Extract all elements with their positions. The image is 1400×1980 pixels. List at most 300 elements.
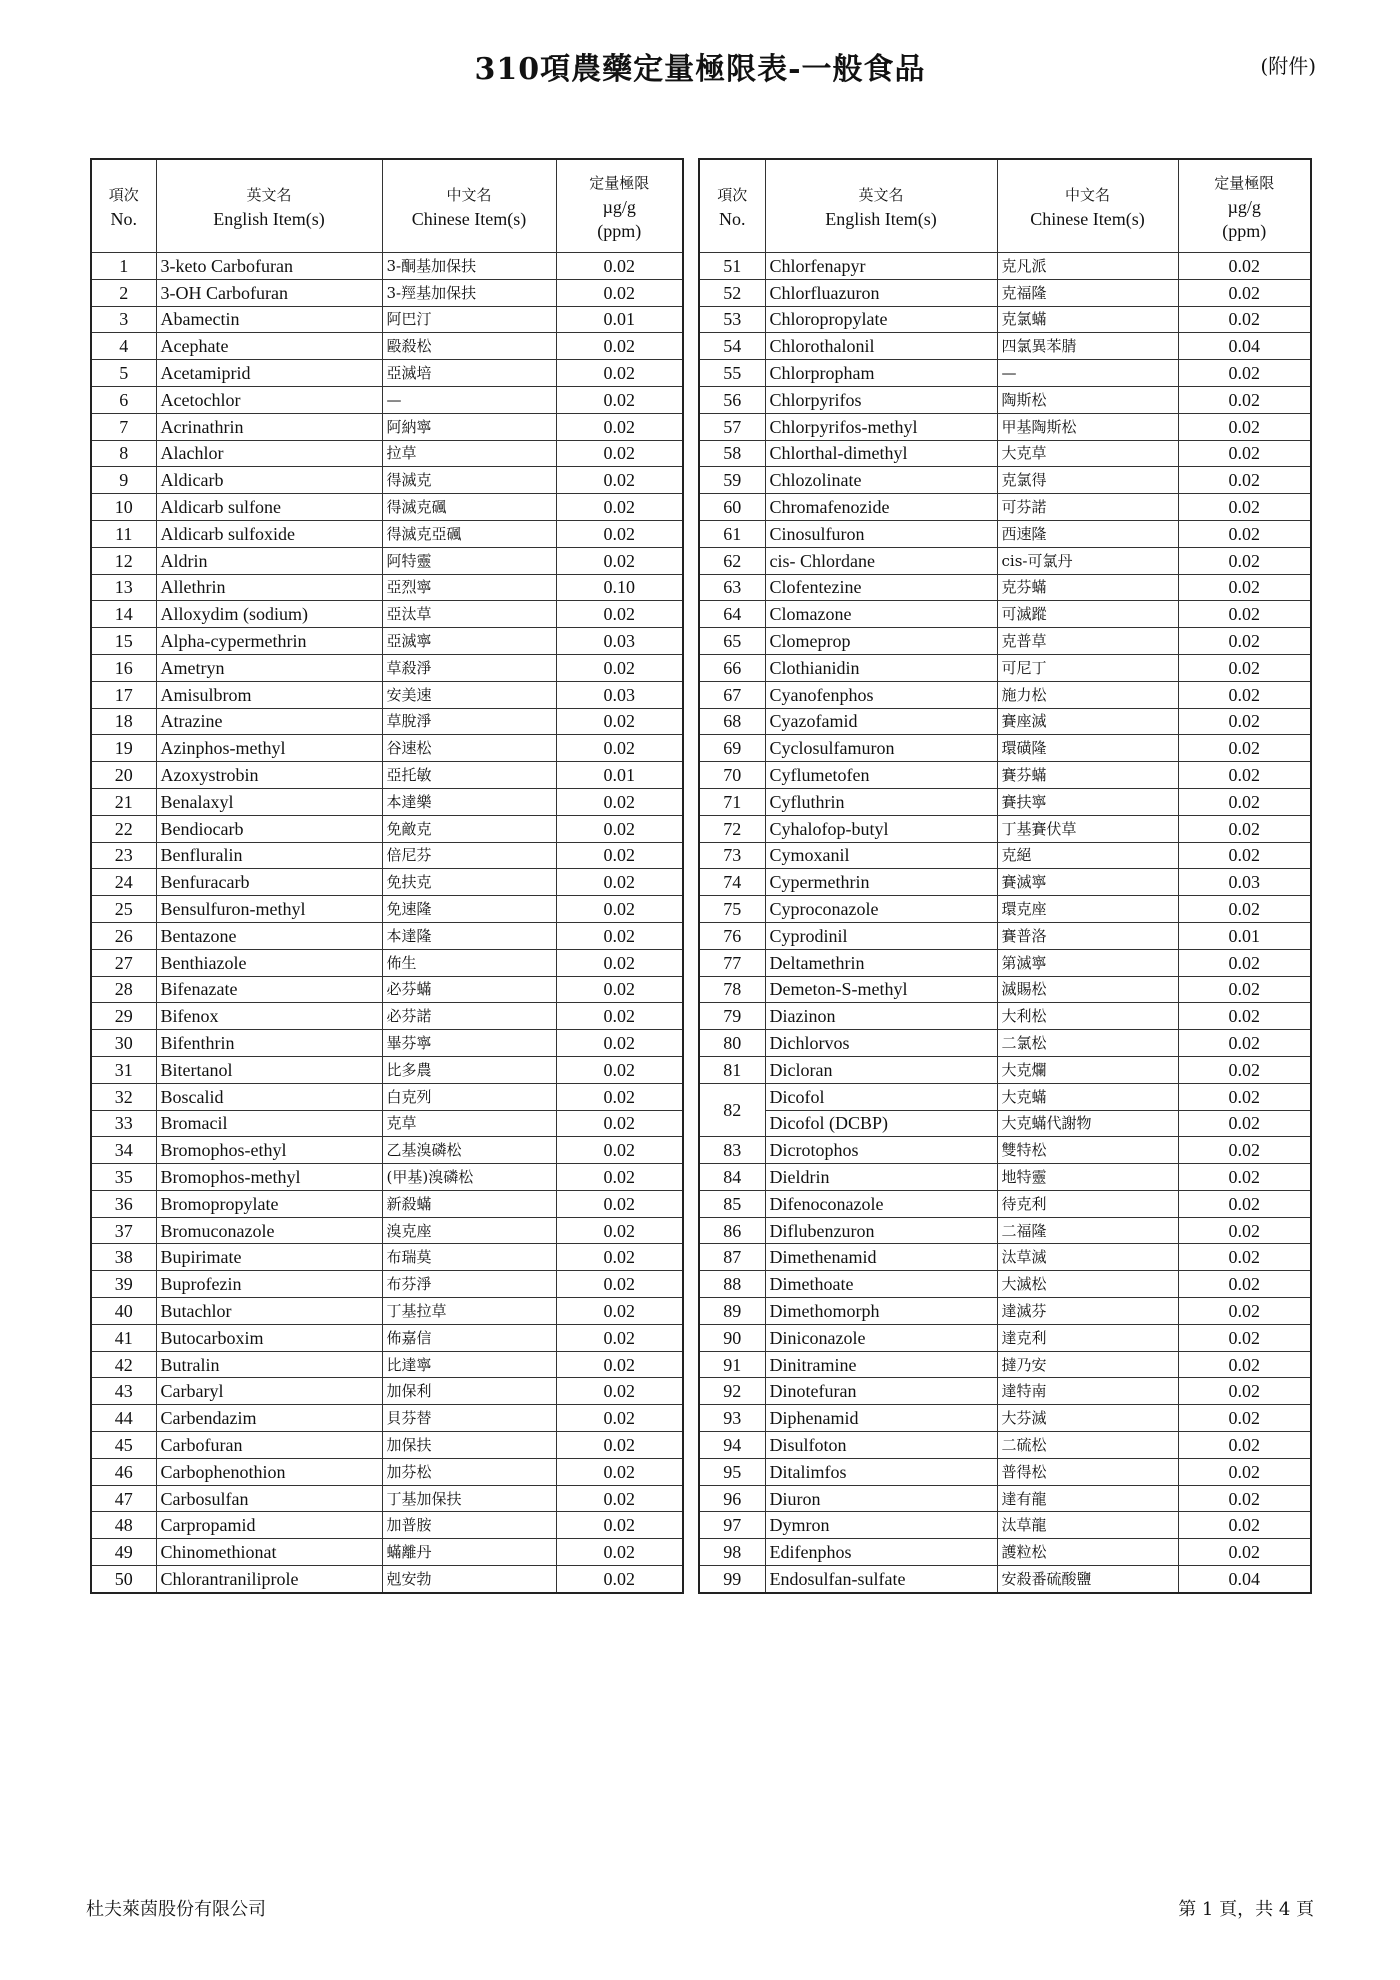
table-body-left [91, 253, 683, 1593]
cell-loq: 0.02 [556, 1056, 683, 1083]
cell-loq: 0.02 [556, 413, 683, 440]
cell-chinese-name: 達克利 [997, 1324, 1178, 1351]
cell-no: 87 [699, 1244, 765, 1271]
table-row [91, 440, 683, 467]
header-loq-zh: 定量極限 [1214, 173, 1275, 192]
table-row [699, 601, 1311, 628]
cell-loq: 0.02 [1178, 896, 1311, 923]
cell-no: 1 [91, 253, 156, 280]
cell-loq: 0.02 [1178, 1271, 1311, 1298]
cell-no: 34 [91, 1137, 156, 1164]
cell-loq: 0.02 [556, 494, 683, 521]
cell-english-name: cis- Chlordane [765, 547, 997, 574]
cell-english-name: Ametryn [156, 654, 382, 681]
cell-loq: 0.02 [556, 1110, 683, 1137]
table-row [91, 574, 683, 601]
cell-chinese-name: 第滅寧 [997, 949, 1178, 976]
page-title: 310項農藥定量極限表-一般食品 [474, 52, 926, 87]
cell-no: 44 [91, 1405, 156, 1432]
cell-loq: 0.02 [1178, 1030, 1311, 1057]
cell-english-name: Diflubenzuron [765, 1217, 997, 1244]
cell-english-name: Cinosulfuron [765, 520, 997, 547]
cell-chinese-name: 加芬松 [382, 1458, 556, 1485]
table-row [699, 762, 1311, 789]
cell-chinese-name: 達滅芬 [997, 1298, 1178, 1325]
cell-no: 50 [91, 1566, 156, 1593]
cell-chinese-name: 大克爛 [997, 1056, 1178, 1083]
cell-loq: 0.02 [556, 1298, 683, 1325]
cell-chinese-name: 賽座滅 [997, 708, 1178, 735]
cell-no: 7 [91, 413, 156, 440]
cell-english-name: Cyflumetofen [765, 762, 997, 789]
cell-loq: 0.02 [556, 1217, 683, 1244]
cell-no: 97 [699, 1512, 765, 1539]
cell-loq: 0.02 [556, 1030, 683, 1057]
cell-chinese-name: 阿特靈 [382, 547, 556, 574]
cell-loq: 0.02 [556, 1003, 683, 1030]
cell-loq: 0.02 [1178, 1485, 1311, 1512]
cell-no: 11 [91, 520, 156, 547]
cell-no: 67 [699, 681, 765, 708]
cell-english-name: Aldicarb sulfoxide [156, 520, 382, 547]
table-row [699, 788, 1311, 815]
cell-chinese-name: 賽芬蟎 [997, 762, 1178, 789]
cell-chinese-name: 乙基溴磷松 [382, 1137, 556, 1164]
cell-chinese-name: 新殺蟎 [382, 1190, 556, 1217]
cell-english-name: Bromophos-ethyl [156, 1137, 382, 1164]
cell-english-name: Bifenazate [156, 976, 382, 1003]
cell-english-name: Alloxydim (sodium) [156, 601, 382, 628]
cell-loq: 0.02 [556, 1083, 683, 1110]
table-row [91, 253, 683, 280]
cell-english-name: Ditalimfos [765, 1458, 997, 1485]
cell-loq: 0.02 [1178, 1244, 1311, 1271]
cell-loq: 0.02 [1178, 1083, 1311, 1110]
cell-no: 49 [91, 1539, 156, 1566]
table-row [91, 869, 683, 896]
table-row [91, 762, 683, 789]
cell-no: 40 [91, 1298, 156, 1325]
cell-loq: 0.02 [1178, 547, 1311, 574]
cell-no: 91 [699, 1351, 765, 1378]
cell-loq: 0.02 [1178, 1298, 1311, 1325]
table-row [699, 815, 1311, 842]
cell-chinese-name: 施力松 [997, 681, 1178, 708]
cell-chinese-name: 加保扶 [382, 1432, 556, 1459]
cell-english-name: Dimethenamid [765, 1244, 997, 1271]
cell-english-name: Carbaryl [156, 1378, 382, 1405]
table-row [91, 1137, 683, 1164]
cell-english-name: Dimethomorph [765, 1298, 997, 1325]
cell-chinese-name: 克凡派 [997, 253, 1178, 280]
cell-no: 29 [91, 1003, 156, 1030]
table-row [91, 628, 683, 655]
cell-no: 26 [91, 922, 156, 949]
cell-english-name: Chlorpyrifos [765, 386, 997, 413]
cell-chinese-name: 可滅蹤 [997, 601, 1178, 628]
cell-loq: 0.02 [1178, 494, 1311, 521]
cell-chinese-name: 汰草龍 [997, 1512, 1178, 1539]
cell-chinese-name: 免速隆 [382, 896, 556, 923]
cell-no: 37 [91, 1217, 156, 1244]
cell-english-name: 3-OH Carbofuran [156, 279, 382, 306]
cell-chinese-name: 拉草 [382, 440, 556, 467]
cell-no: 27 [91, 949, 156, 976]
cell-english-name: 3-keto Carbofuran [156, 253, 382, 280]
table-row [699, 1351, 1311, 1378]
cell-loq: 0.02 [1178, 253, 1311, 280]
cell-no: 98 [699, 1539, 765, 1566]
cell-no: 80 [699, 1030, 765, 1057]
table-row [699, 1056, 1311, 1083]
cell-chinese-name: 二硫松 [997, 1432, 1178, 1459]
cell-english-name: Chlorpyrifos-methyl [765, 413, 997, 440]
cell-no: 69 [699, 735, 765, 762]
cell-chinese-name: 本達隆 [382, 922, 556, 949]
cell-no: 82 [699, 1083, 765, 1137]
header-chinese-zh: 中文名 [1064, 185, 1110, 204]
cell-loq: 0.02 [556, 735, 683, 762]
cell-english-name: Atrazine [156, 708, 382, 735]
table-row [91, 842, 683, 869]
cell-chinese-name: 免扶克 [382, 869, 556, 896]
cell-loq: 0.03 [556, 628, 683, 655]
table-row [91, 1539, 683, 1566]
cell-chinese-name: 佈生 [382, 949, 556, 976]
header-no-zh: 項次 [717, 185, 748, 204]
cell-loq: 0.02 [556, 333, 683, 360]
cell-chinese-name: 白克列 [382, 1083, 556, 1110]
cell-no: 75 [699, 896, 765, 923]
cell-chinese-name: 貝芬替 [382, 1405, 556, 1432]
cell-no: 52 [699, 279, 765, 306]
cell-loq: 0.02 [1178, 574, 1311, 601]
annex-label: (附件) [1260, 54, 1316, 78]
cell-english-name: Boscalid [156, 1083, 382, 1110]
cell-no: 83 [699, 1137, 765, 1164]
cell-loq: 0.02 [556, 1324, 683, 1351]
cell-no: 6 [91, 386, 156, 413]
table-row [699, 1485, 1311, 1512]
cell-loq: 0.02 [1178, 949, 1311, 976]
header-loq-unit: µg/g [1227, 196, 1261, 217]
cell-english-name: Chlorantraniliprole [156, 1566, 382, 1593]
cell-loq: 0.02 [1178, 815, 1311, 842]
cell-chinese-name: 佈嘉信 [382, 1324, 556, 1351]
cell-english-name: Bupirimate [156, 1244, 382, 1271]
cell-chinese-name: 亞托敏 [382, 762, 556, 789]
cell-no: 61 [699, 520, 765, 547]
cell-no: 28 [91, 976, 156, 1003]
cell-chinese-name: 加保利 [382, 1378, 556, 1405]
cell-no: 5 [91, 360, 156, 387]
cell-loq: 0.02 [556, 922, 683, 949]
cell-loq: 0.02 [556, 1432, 683, 1459]
cell-loq: 0.02 [556, 253, 683, 280]
cell-english-name: Azinphos-methyl [156, 735, 382, 762]
cell-no: 74 [699, 869, 765, 896]
header-loq-ppm: (ppm) [1222, 220, 1267, 241]
cell-loq: 0.02 [556, 1271, 683, 1298]
header-chinese-zh: 中文名 [446, 185, 492, 204]
cell-chinese-name: 3-酮基加保扶 [382, 253, 556, 280]
table-row [699, 842, 1311, 869]
table-row [699, 1271, 1311, 1298]
footer-page-number: 第 1 頁，共 4 頁 [1178, 1899, 1314, 1920]
cell-no: 38 [91, 1244, 156, 1271]
cell-no: 84 [699, 1164, 765, 1191]
cell-no: 21 [91, 788, 156, 815]
cell-english-name: Aldicarb sulfone [156, 494, 382, 521]
header-chinese-en: Chinese Item(s) [411, 208, 527, 229]
table-row [699, 360, 1311, 387]
cell-chinese-name: 毆殺松 [382, 333, 556, 360]
cell-chinese-name: 丁基加保扶 [382, 1485, 556, 1512]
cell-english-name: Dicrotophos [765, 1137, 997, 1164]
cell-english-name: Clomazone [765, 601, 997, 628]
cell-chinese-name: 地特靈 [997, 1164, 1178, 1191]
table-row [91, 279, 683, 306]
table-row [91, 681, 683, 708]
table-row [699, 1244, 1311, 1271]
cell-english-name: Cymoxanil [765, 842, 997, 869]
table-body-right [699, 253, 1311, 1593]
header-chinese [997, 159, 1178, 253]
cell-english-name: Acrinathrin [156, 413, 382, 440]
cell-no: 81 [699, 1056, 765, 1083]
cell-no: 14 [91, 601, 156, 628]
cell-english-name: Cyfluthrin [765, 788, 997, 815]
cell-no: 88 [699, 1271, 765, 1298]
cell-no: 77 [699, 949, 765, 976]
table-row [91, 494, 683, 521]
cell-no: 86 [699, 1217, 765, 1244]
cell-no: 12 [91, 547, 156, 574]
table-row [699, 306, 1311, 333]
cell-chinese-name: 本達樂 [382, 788, 556, 815]
cell-loq: 0.02 [556, 1405, 683, 1432]
cell-chinese-name: 必芬諾 [382, 1003, 556, 1030]
cell-english-name: Alpha-cypermethrin [156, 628, 382, 655]
table-row [91, 1003, 683, 1030]
header-english-zh: 英文名 [246, 185, 292, 204]
cell-english-name: Chinomethionat [156, 1539, 382, 1566]
cell-chinese-name: 草脫淨 [382, 708, 556, 735]
cell-chinese-name: 克芬蟎 [997, 574, 1178, 601]
cell-no: 33 [91, 1110, 156, 1137]
header-loq [556, 159, 683, 253]
cell-chinese-name: 倍尼芬 [382, 842, 556, 869]
cell-loq: 0.02 [556, 1539, 683, 1566]
table-header-row [699, 159, 1311, 253]
cell-no: 70 [699, 762, 765, 789]
table-row [699, 976, 1311, 1003]
cell-english-name: Butachlor [156, 1298, 382, 1325]
table-row [91, 1271, 683, 1298]
cell-english-name: Bromopropylate [156, 1190, 382, 1217]
table-row [699, 1432, 1311, 1459]
header-chinese-en: Chinese Item(s) [1030, 208, 1145, 229]
cell-chinese-name: 西速隆 [997, 520, 1178, 547]
table-row [91, 1298, 683, 1325]
cell-english-name: Dicofol [765, 1083, 997, 1110]
cell-chinese-name: 甲基陶斯松 [997, 413, 1178, 440]
cell-chinese-name: 二氯松 [997, 1030, 1178, 1057]
cell-loq: 0.02 [1178, 279, 1311, 306]
cell-english-name: Bromophos-methyl [156, 1164, 382, 1191]
cell-loq: 0.02 [556, 654, 683, 681]
cell-chinese-name: 克氯蟎 [997, 306, 1178, 333]
cell-loq: 0.01 [556, 762, 683, 789]
cell-chinese-name: 汰草滅 [997, 1244, 1178, 1271]
cell-no: 62 [699, 547, 765, 574]
header-no [91, 159, 156, 253]
table-row [699, 1378, 1311, 1405]
cell-loq: 0.02 [1178, 1110, 1311, 1137]
cell-chinese-name: 阿納寧 [382, 413, 556, 440]
cell-no: 22 [91, 815, 156, 842]
table-row [699, 896, 1311, 923]
cell-english-name: Butralin [156, 1351, 382, 1378]
cell-english-name: Dieldrin [765, 1164, 997, 1191]
cell-loq: 0.02 [556, 601, 683, 628]
table-row [699, 413, 1311, 440]
cell-chinese-name: 得滅克 [382, 467, 556, 494]
cell-loq: 0.03 [1178, 869, 1311, 896]
cell-no: 31 [91, 1056, 156, 1083]
table-row [91, 1566, 683, 1593]
cell-no: 43 [91, 1378, 156, 1405]
cell-english-name: Bifenox [156, 1003, 382, 1030]
cell-loq: 0.02 [1178, 1458, 1311, 1485]
cell-chinese-name: 待克利 [997, 1190, 1178, 1217]
cell-loq: 0.02 [1178, 976, 1311, 1003]
cell-english-name: Demeton-S-methyl [765, 976, 997, 1003]
table-row [699, 440, 1311, 467]
cell-loq: 0.04 [1178, 333, 1311, 360]
cell-loq: 0.02 [556, 1244, 683, 1271]
table-row [91, 1378, 683, 1405]
cell-no: 54 [699, 333, 765, 360]
table-row [699, 1217, 1311, 1244]
table-row [91, 1030, 683, 1057]
cell-english-name: Cyclosulfamuron [765, 735, 997, 762]
cell-english-name: Benfluralin [156, 842, 382, 869]
table-row [699, 1539, 1311, 1566]
table-row [699, 1003, 1311, 1030]
cell-loq: 0.02 [556, 949, 683, 976]
cell-english-name: Cyhalofop-butyl [765, 815, 997, 842]
cell-loq: 0.03 [556, 681, 683, 708]
cell-english-name: Abamectin [156, 306, 382, 333]
cell-loq: 0.02 [1178, 306, 1311, 333]
cell-english-name: Aldrin [156, 547, 382, 574]
cell-chinese-name: 免敵克 [382, 815, 556, 842]
table-row [91, 1432, 683, 1459]
cell-chinese-name: 大克蟎代謝物 [997, 1110, 1178, 1137]
cell-loq: 0.02 [556, 842, 683, 869]
cell-no: 36 [91, 1190, 156, 1217]
table-row [91, 547, 683, 574]
cell-english-name: Dinitramine [765, 1351, 997, 1378]
cell-english-name: Carpropamid [156, 1512, 382, 1539]
cell-loq: 0.02 [556, 520, 683, 547]
cell-english-name: Carbofuran [156, 1432, 382, 1459]
cell-no: 20 [91, 762, 156, 789]
cell-english-name: Carbosulfan [156, 1485, 382, 1512]
table-row [699, 1164, 1311, 1191]
cell-loq: 0.02 [1178, 1190, 1311, 1217]
cell-no: 93 [699, 1405, 765, 1432]
cell-no: 94 [699, 1432, 765, 1459]
table-row [699, 1030, 1311, 1057]
table-row [699, 1566, 1311, 1593]
cell-english-name: Amisulbrom [156, 681, 382, 708]
header-english [765, 159, 997, 253]
footer-company: 杜夫萊茵股份有限公司 [86, 1899, 266, 1920]
cell-no: 57 [699, 413, 765, 440]
cell-no: 48 [91, 1512, 156, 1539]
cell-english-name: Butocarboxim [156, 1324, 382, 1351]
cell-english-name: Benfuracarb [156, 869, 382, 896]
cell-no: 51 [699, 253, 765, 280]
cell-no: 60 [699, 494, 765, 521]
cell-chinese-name: 護粒松 [997, 1539, 1178, 1566]
cell-no: 3 [91, 306, 156, 333]
cell-chinese-name: 比達寧 [382, 1351, 556, 1378]
cell-english-name: Buprofezin [156, 1271, 382, 1298]
cell-no: 59 [699, 467, 765, 494]
cell-chinese-name: 大滅松 [997, 1271, 1178, 1298]
cell-english-name: Bifenthrin [156, 1030, 382, 1057]
cell-loq: 0.02 [556, 976, 683, 1003]
cell-chinese-name: 賽扶寧 [997, 788, 1178, 815]
cell-english-name: Dymron [765, 1512, 997, 1539]
cell-loq: 0.02 [556, 440, 683, 467]
cell-chinese-name: 陶斯松 [997, 386, 1178, 413]
cell-english-name: Dimethoate [765, 1271, 997, 1298]
pesticide-table-left [90, 158, 684, 1594]
cell-chinese-name: 克普草 [997, 628, 1178, 655]
header-loq-ppm: (ppm) [597, 220, 642, 241]
header-loq-unit: µg/g [602, 196, 636, 217]
cell-loq: 0.02 [1178, 1512, 1311, 1539]
cell-loq: 0.02 [556, 869, 683, 896]
cell-english-name: Chromafenozide [765, 494, 997, 521]
cell-english-name: Difenoconazole [765, 1190, 997, 1217]
header-no-en: No. [719, 208, 746, 229]
cell-chinese-name: 達特南 [997, 1378, 1178, 1405]
cell-no: 8 [91, 440, 156, 467]
cell-chinese-name: 亞滅培 [382, 360, 556, 387]
cell-loq: 0.02 [556, 386, 683, 413]
cell-no: 90 [699, 1324, 765, 1351]
table-row [699, 1405, 1311, 1432]
table-row [91, 1083, 683, 1110]
header-english-en: English Item(s) [825, 208, 937, 229]
table-row [91, 1164, 683, 1191]
cell-loq: 0.02 [1178, 520, 1311, 547]
table-row [699, 681, 1311, 708]
cell-loq: 0.02 [1178, 1351, 1311, 1378]
cell-no: 71 [699, 788, 765, 815]
cell-english-name: Dicofol (DCBP) [765, 1110, 997, 1137]
cell-no: 66 [699, 654, 765, 681]
table-row [91, 815, 683, 842]
header-no-en: No. [110, 208, 137, 229]
table-row [699, 628, 1311, 655]
cell-no: 92 [699, 1378, 765, 1405]
